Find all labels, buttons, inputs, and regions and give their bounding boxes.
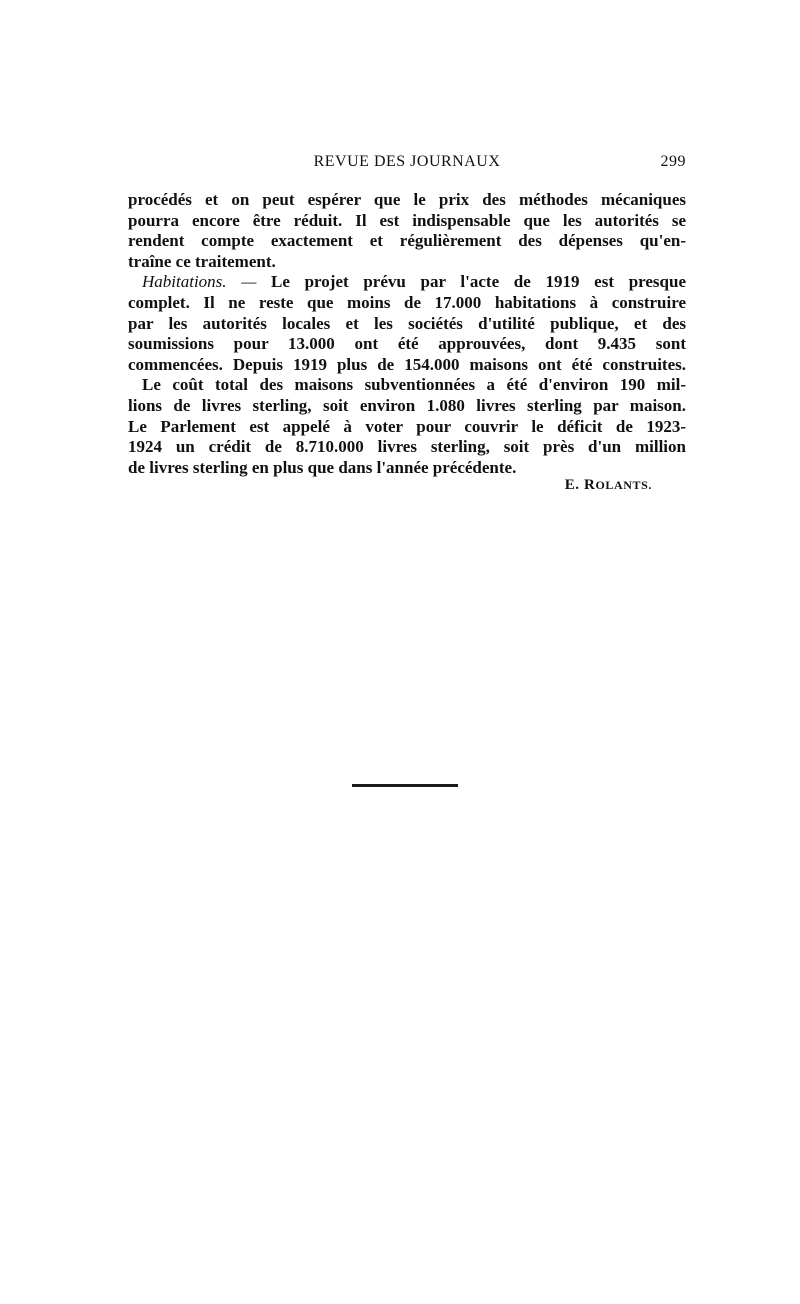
page-number: 299 <box>660 153 686 170</box>
text-line: 1924 un crédit de 8.710.000 livres sterling, soit près d'un million <box>128 437 686 457</box>
text-line: lions de livres sterling, soit environ 1.080 livres sterling par maison. <box>128 395 686 415</box>
running-title: REVUE DES JOURNAUX <box>313 153 501 170</box>
text-line: Le projet prévu par l'acte de 1919 est presque <box>271 272 686 292</box>
habitations-paragraph-start <box>128 272 686 293</box>
text-line: soumissions pour 13.000 ont été approuvées, dont 9.435 sont <box>128 334 686 354</box>
signature-rest: OLANTS. <box>595 478 652 492</box>
article-body <box>128 190 686 478</box>
text-line: pourra encore être réduit. Il est indispensable que les autorités se <box>128 210 686 230</box>
text-line: traîne ce traitement. <box>128 251 276 271</box>
end-rule-divider <box>352 784 458 787</box>
text-line: rendent compte exactement et régulièrement des dépenses qu'en- <box>128 231 686 251</box>
signature-initial: E. R <box>564 477 596 493</box>
text-line: complet. Il ne reste que moins de 17.000 habitations à construire <box>128 292 686 312</box>
author-signature <box>128 477 652 494</box>
text-line: commencées. Depuis 1919 plus de 154.000 maisons ont été construites. <box>128 354 686 374</box>
habitations-lead: Habitations. — <box>142 272 272 292</box>
text-line: Le coût total des maisons subventionnées a été d'environ 190 mil- <box>142 375 686 395</box>
text-line: procédés et on peut espérer que le prix des méthodes mécaniques <box>128 190 686 209</box>
running-header <box>128 153 686 177</box>
text-line: de livres sterling en plus que dans l'année précédente. <box>128 457 517 477</box>
text-line: par les autorités locales et les sociétés d'utilité publique, et des <box>128 313 686 333</box>
text-line: Le Parlement est appelé à voter pour couvrir le déficit de 1923- <box>128 416 686 436</box>
